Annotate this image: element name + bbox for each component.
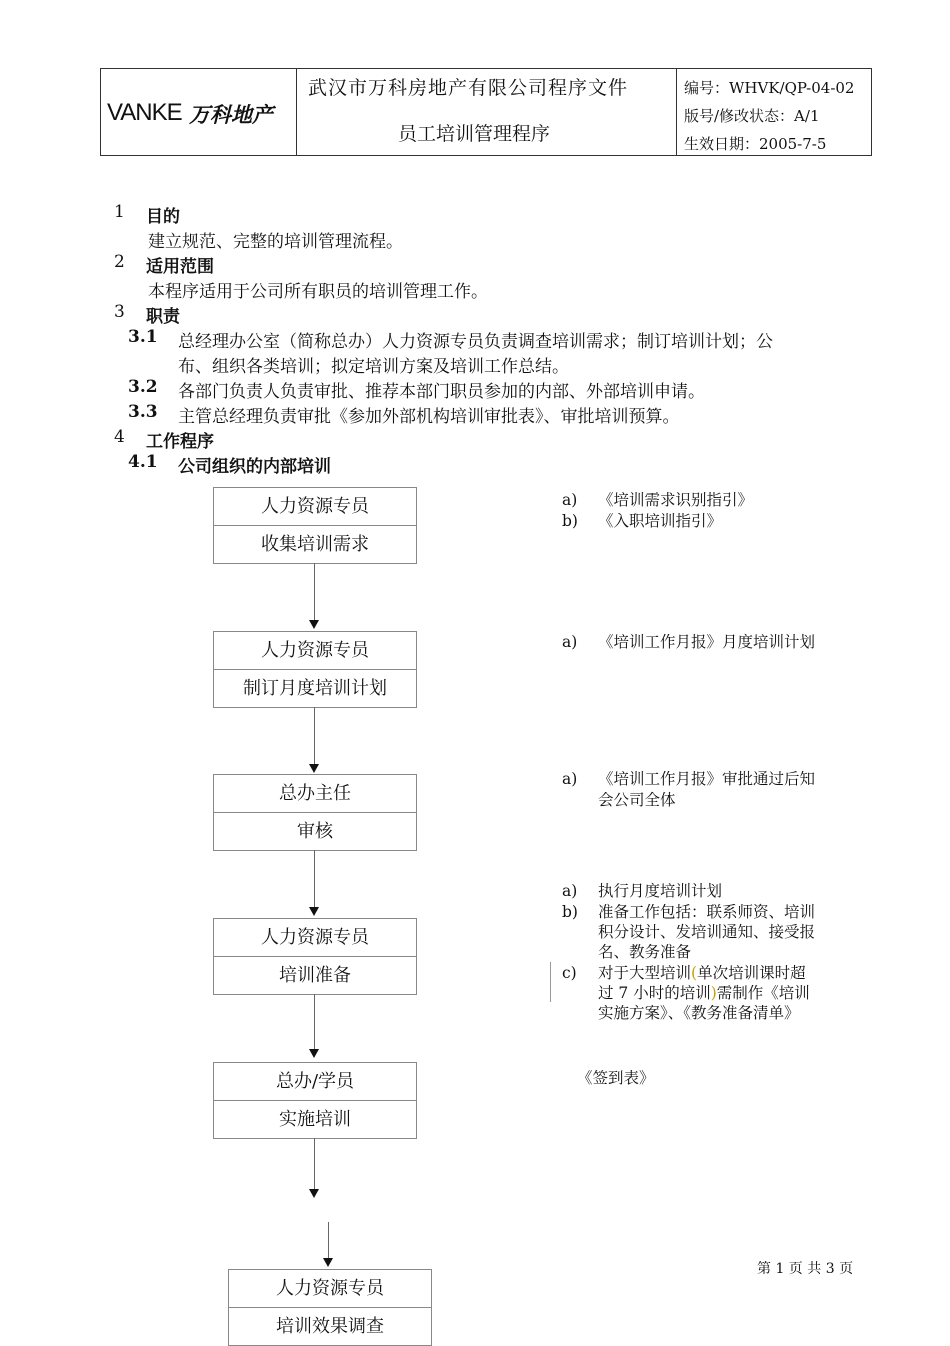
arrow-down-icon	[309, 1049, 319, 1058]
section-3-3-text: 主管总经理负责审批《参加外部机构培训审批表》、审批培训预算。	[178, 407, 680, 427]
note-text-part: 需制作《培训	[716, 984, 810, 1002]
note-group-1	[562, 490, 842, 534]
section-4-1-number: 4.1	[128, 452, 158, 472]
vanke-logo	[107, 99, 293, 127]
flow-step-role: 人力资源专员	[261, 927, 369, 948]
note-group-5	[577, 1068, 777, 1090]
section-1-number: 1	[114, 202, 125, 222]
flow-connector	[314, 563, 315, 621]
section-3-1-text-line1: 总经理办公室（简称总办）人力资源专员负责调查培训需求；制订培训计划；公	[178, 332, 773, 352]
flow-step-role: 人力资源专员	[276, 1278, 384, 1299]
note-text: 执行月度培训计划	[598, 882, 723, 900]
note-text: 名、教务准备	[598, 943, 692, 961]
flow-step-task: 审核	[214, 812, 416, 850]
section-1-text: 建立规范、完整的培训管理流程。	[148, 232, 403, 252]
flow-connector	[314, 707, 315, 765]
flow-step-monthly-plan	[213, 631, 417, 708]
section-3-number: 3	[114, 302, 125, 322]
arrow-down-icon	[309, 907, 319, 916]
flow-step-role: 总办主任	[279, 783, 351, 804]
section-4-number: 4	[114, 427, 125, 447]
section-2-text: 本程序适用于公司所有职员的培训管理工作。	[148, 282, 488, 302]
title-cell	[296, 69, 677, 155]
version-status: 版号/修改状态：A/1	[684, 107, 820, 125]
flow-step-task: 培训效果调查	[229, 1307, 431, 1345]
page-number: 第 1 页 共 3 页	[757, 1261, 854, 1277]
section-4-1-title: 公司组织的内部培训	[178, 457, 331, 477]
flow-step-review	[213, 774, 417, 851]
section-2-title: 适用范围	[146, 257, 214, 277]
document-title: 员工培训管理程序	[398, 123, 551, 145]
note-text	[598, 963, 838, 983]
note-label: a)	[562, 882, 578, 900]
flow-step-task: 培训准备	[214, 956, 416, 994]
logo-cell	[101, 69, 297, 155]
flow-step-role: 人力资源专员	[261, 496, 369, 517]
info-cell	[676, 69, 871, 155]
flow-step-effect-survey	[228, 1269, 432, 1346]
note-label: a)	[562, 770, 578, 788]
note-group-3	[562, 769, 842, 813]
section-3-3-number: 3.3	[128, 402, 158, 422]
section-3-1-number: 3.1	[128, 327, 158, 347]
section-4-title: 工作程序	[146, 432, 214, 452]
document-header-table	[100, 68, 872, 156]
note-label: a)	[562, 633, 578, 651]
flow-step-task: 制订月度培训计划	[214, 669, 416, 707]
note-text: 《签到表》	[577, 1069, 655, 1087]
arrow-down-icon	[323, 1258, 333, 1267]
section-3-2-number: 3.2	[128, 377, 158, 397]
arrow-down-icon	[309, 1189, 319, 1198]
flow-connector	[314, 1138, 315, 1190]
note-group-4	[562, 881, 842, 1031]
flow-step-task: 收集培训需求	[214, 525, 416, 563]
flow-step-task: 实施培训	[214, 1100, 416, 1138]
section-3-1-text-line2: 布、组织各类培训；拟定培训方案及培训工作总结。	[178, 357, 569, 377]
note-text: 积分设计、发培训通知、接受报	[598, 923, 816, 941]
arrow-down-icon	[309, 764, 319, 773]
logo-chinese: 万科地产	[189, 103, 273, 127]
note-text: 会公司全体	[598, 791, 676, 809]
note-text: 实施方案》、《教务准备清单》	[598, 1004, 800, 1022]
tracked-change-mark: (	[691, 964, 698, 982]
note-label: b)	[562, 903, 578, 921]
note-text	[598, 983, 838, 1003]
flow-step-role: 总办/学员	[275, 1071, 355, 1092]
document-number: 编号：WHVK/QP-04-02	[684, 79, 855, 97]
company-document-type: 武汉市万科房地产有限公司程序文件	[308, 77, 629, 99]
note-label: a)	[562, 491, 578, 509]
arrow-down-icon	[309, 620, 319, 629]
flow-step-role: 人力资源专员	[261, 640, 369, 661]
section-3-title: 职责	[146, 307, 180, 327]
flow-step-conduct	[213, 1062, 417, 1139]
note-label: b)	[562, 512, 578, 530]
note-text: 准备工作包括：联系师资、培训	[598, 903, 816, 921]
note-text: 《培训工作月报》审批通过后知	[598, 770, 816, 788]
flow-connector	[314, 850, 315, 908]
note-group-2	[562, 632, 842, 654]
change-bar	[550, 962, 551, 1002]
section-1-title: 目的	[146, 207, 180, 227]
flow-connector	[328, 1222, 329, 1260]
note-text-part: 过 7 小时的培训	[598, 984, 711, 1002]
tracked-change-mark: )	[710, 984, 717, 1002]
note-label: c)	[562, 964, 577, 982]
note-text: 《培训工作月报》月度培训计划	[598, 633, 816, 651]
note-text: 《培训需求识别指引》	[598, 491, 754, 509]
section-2-number: 2	[114, 252, 125, 272]
flow-step-collect-needs	[213, 487, 417, 564]
note-text: 《入职培训指引》	[598, 512, 723, 530]
note-text-part: 对于大型培训	[598, 964, 692, 982]
section-3-2-text: 各部门负责人负责审批、推荐本部门职员参加的内部、外部培训申请。	[178, 382, 705, 402]
note-text-part: 单次培训课时超	[697, 964, 806, 982]
effective-date: 生效日期：2005-7-5	[684, 135, 827, 153]
flow-connector	[314, 994, 315, 1050]
flow-step-preparation	[213, 918, 417, 995]
logo-english: VANKE	[107, 99, 182, 126]
